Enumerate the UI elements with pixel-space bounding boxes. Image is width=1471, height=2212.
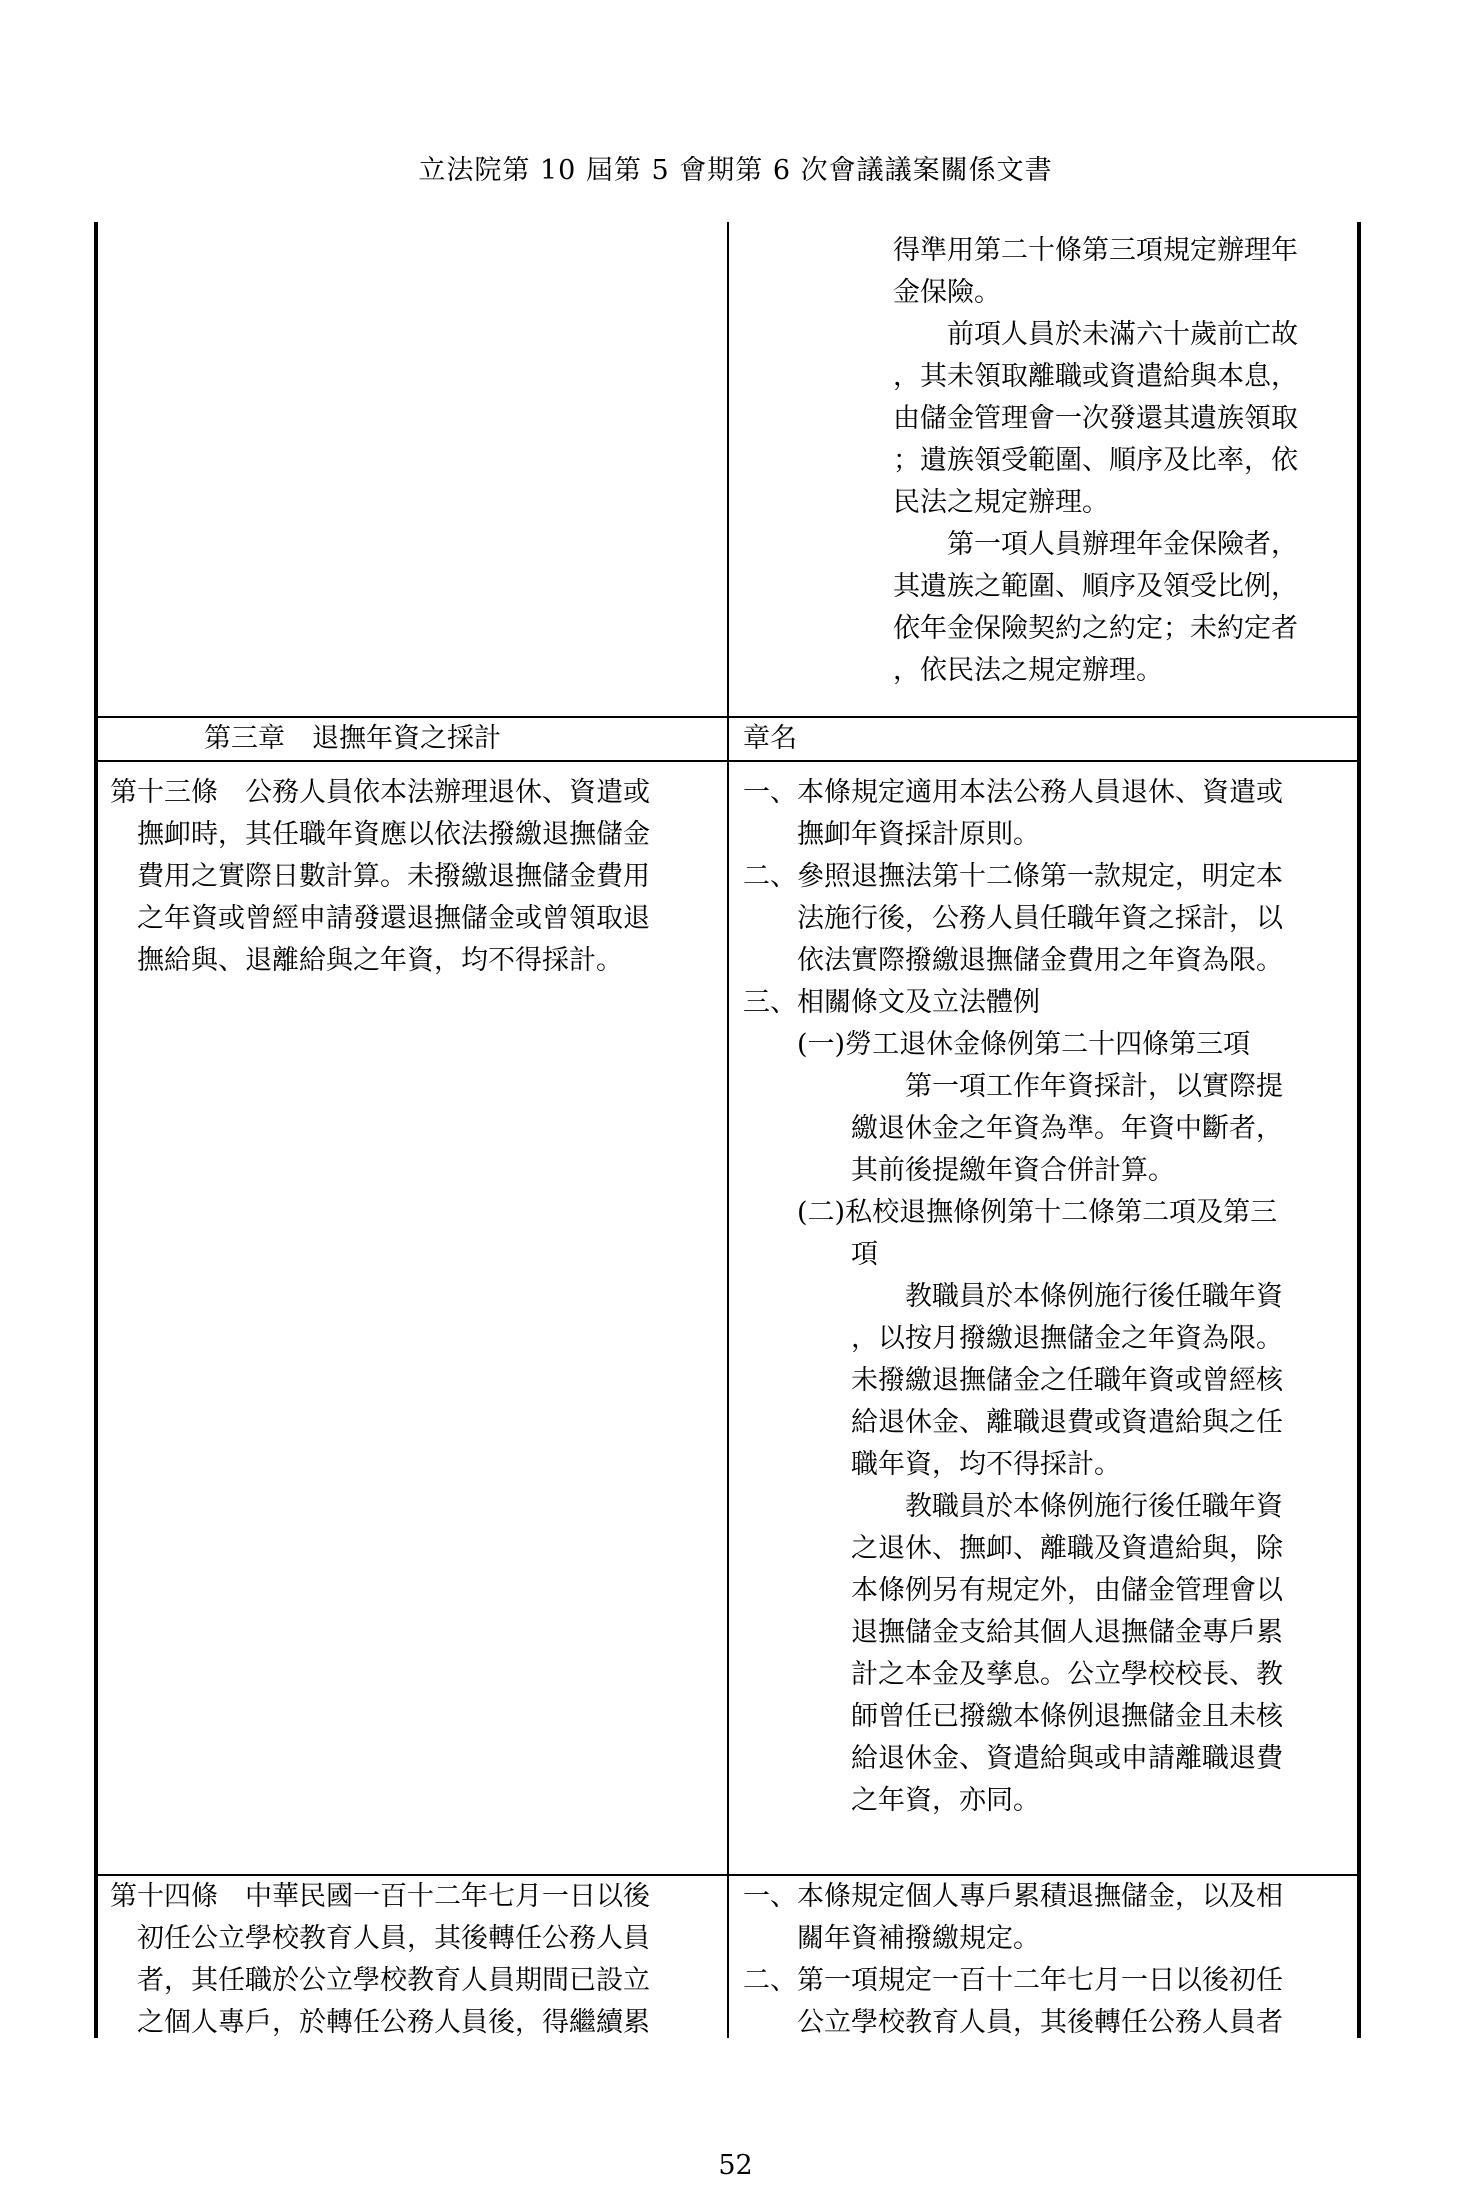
article13-text xyxy=(110,772,720,982)
text-line: 第一項工作年資採計，以實際提 xyxy=(743,1071,1283,1102)
text-line: 二、參照退撫法第十二條第一款規定，明定本 xyxy=(743,861,1283,892)
text-line: 法施行後，公務人員任職年資之採計，以 xyxy=(743,903,1283,934)
text-line: 未撥繳退撫儲金之任職年資或曾經核 xyxy=(743,1365,1283,1396)
text-line: 者，其任職於公立學校教育人員期間已設立 xyxy=(110,1965,650,1996)
text-line: 公立學校教育人員，其後轉任公務人員者 xyxy=(743,2007,1283,2038)
table-left-border xyxy=(94,222,98,2038)
text-line: 教職員於本條例施行後任職年資 xyxy=(743,1491,1283,1522)
document-header: 立法院第 10 屆第 5 會期第 6 次會議議案關係文書 xyxy=(418,155,1053,186)
continuation-text xyxy=(893,230,1348,692)
text-line: 一、本條規定個人專戶累積退撫儲金，以及相 xyxy=(743,1881,1283,1912)
text-line: 第十三條 公務人員依本法辦理退休、資遣或 xyxy=(110,777,650,808)
text-line: 一、本條規定適用本法公務人員退休、資遣或 xyxy=(743,777,1283,808)
text-line: 其前後提繳年資合併計算。 xyxy=(743,1155,1175,1186)
text-line: ，依民法之規定辦理。 xyxy=(893,655,1163,686)
row-divider-chapter-bottom xyxy=(94,760,1361,762)
text-line: 師曾任已撥繳本條例退撫儲金且未核 xyxy=(743,1701,1283,1732)
article14-text xyxy=(110,1876,720,2044)
text-line: 給退休金、離職退費或資遣給與之任 xyxy=(743,1407,1283,1438)
text-line: 初任公立學校教育人員，其後轉任公務人員 xyxy=(110,1923,650,1954)
chapter-title: 第三章 退撫年資之採計 xyxy=(204,723,501,754)
text-line: 計之本金及孳息。公立學校校長、教 xyxy=(743,1659,1283,1690)
text-line: 項 xyxy=(743,1239,878,1270)
text-line: 撫卹年資採計原則。 xyxy=(743,819,1040,850)
text-line: 職年資，均不得採計。 xyxy=(743,1449,1121,1480)
table-middle-divider xyxy=(727,222,729,2038)
text-line: 費用之實際日數計算。未撥繳退撫儲金費用 xyxy=(110,861,650,892)
text-line: 繳退休金之年資為準。年資中斷者， xyxy=(743,1113,1283,1144)
text-line: 由儲金管理會一次發還其遺族領取 xyxy=(893,403,1298,434)
text-line: 之個人專戶，於轉任公務人員後，得繼續累 xyxy=(110,2007,650,2038)
text-line: 之年資，亦同。 xyxy=(743,1785,1040,1816)
text-line: 得準用第二十條第三項規定辦理年 xyxy=(893,235,1298,266)
text-line: 本條例另有規定外，由儲金管理會以 xyxy=(743,1575,1283,1606)
text-line: 民法之規定辦理。 xyxy=(893,487,1109,518)
text-line: 之退休、撫卹、離職及資遣給與，除 xyxy=(743,1533,1283,1564)
text-line: 退撫儲金支給其個人退撫儲金專戶累 xyxy=(743,1617,1283,1648)
text-line: (二)私校退撫條例第十二條第二項及第三 xyxy=(743,1197,1278,1228)
text-line: ，以按月撥繳退撫儲金之年資為限。 xyxy=(743,1323,1283,1354)
text-line: ；遺族領受範圍、順序及比率，依 xyxy=(893,445,1298,476)
text-line: 之年資或曾經申請發還退撫儲金或曾領取退 xyxy=(110,903,650,934)
chapter-note: 章名 xyxy=(743,723,797,754)
article13-explanation xyxy=(743,772,1353,1822)
text-line: 撫給與、退離給與之年資，均不得採計。 xyxy=(110,945,623,976)
text-line: (一)勞工退休金條例第二十四條第三項 xyxy=(743,1029,1251,1060)
text-line: 教職員於本條例施行後任職年資 xyxy=(743,1281,1283,1312)
text-line: 關年資補撥繳規定。 xyxy=(743,1923,1040,1954)
text-line: 第十四條 中華民國一百十二年七月一日以後 xyxy=(110,1881,650,1912)
text-line: 金保險。 xyxy=(893,277,1001,308)
page-number: 52 xyxy=(718,2150,753,2181)
text-line: 給退休金、資遣給與或申請離職退費 xyxy=(743,1743,1283,1774)
text-line: 其遺族之範圍、順序及領受比例， xyxy=(893,571,1298,602)
text-line: 第一項人員辦理年金保險者， xyxy=(893,529,1298,560)
text-line: 依年金保險契約之約定；未約定者 xyxy=(893,613,1298,644)
article14-explanation xyxy=(743,1876,1353,2044)
text-line: 撫卹時，其任職年資應以依法撥繳退撫儲金 xyxy=(110,819,650,850)
text-line: 依法實際撥繳退撫儲金費用之年資為限。 xyxy=(743,945,1283,976)
table-right-border xyxy=(1357,222,1361,2038)
text-line: ，其未領取離職或資遣給與本息， xyxy=(893,361,1298,392)
text-line: 前項人員於未滿六十歲前亡故 xyxy=(893,319,1298,350)
text-line: 二、第一項規定一百十二年七月一日以後初任 xyxy=(743,1965,1283,1996)
text-line: 三、相關條文及立法體例 xyxy=(743,987,1040,1018)
